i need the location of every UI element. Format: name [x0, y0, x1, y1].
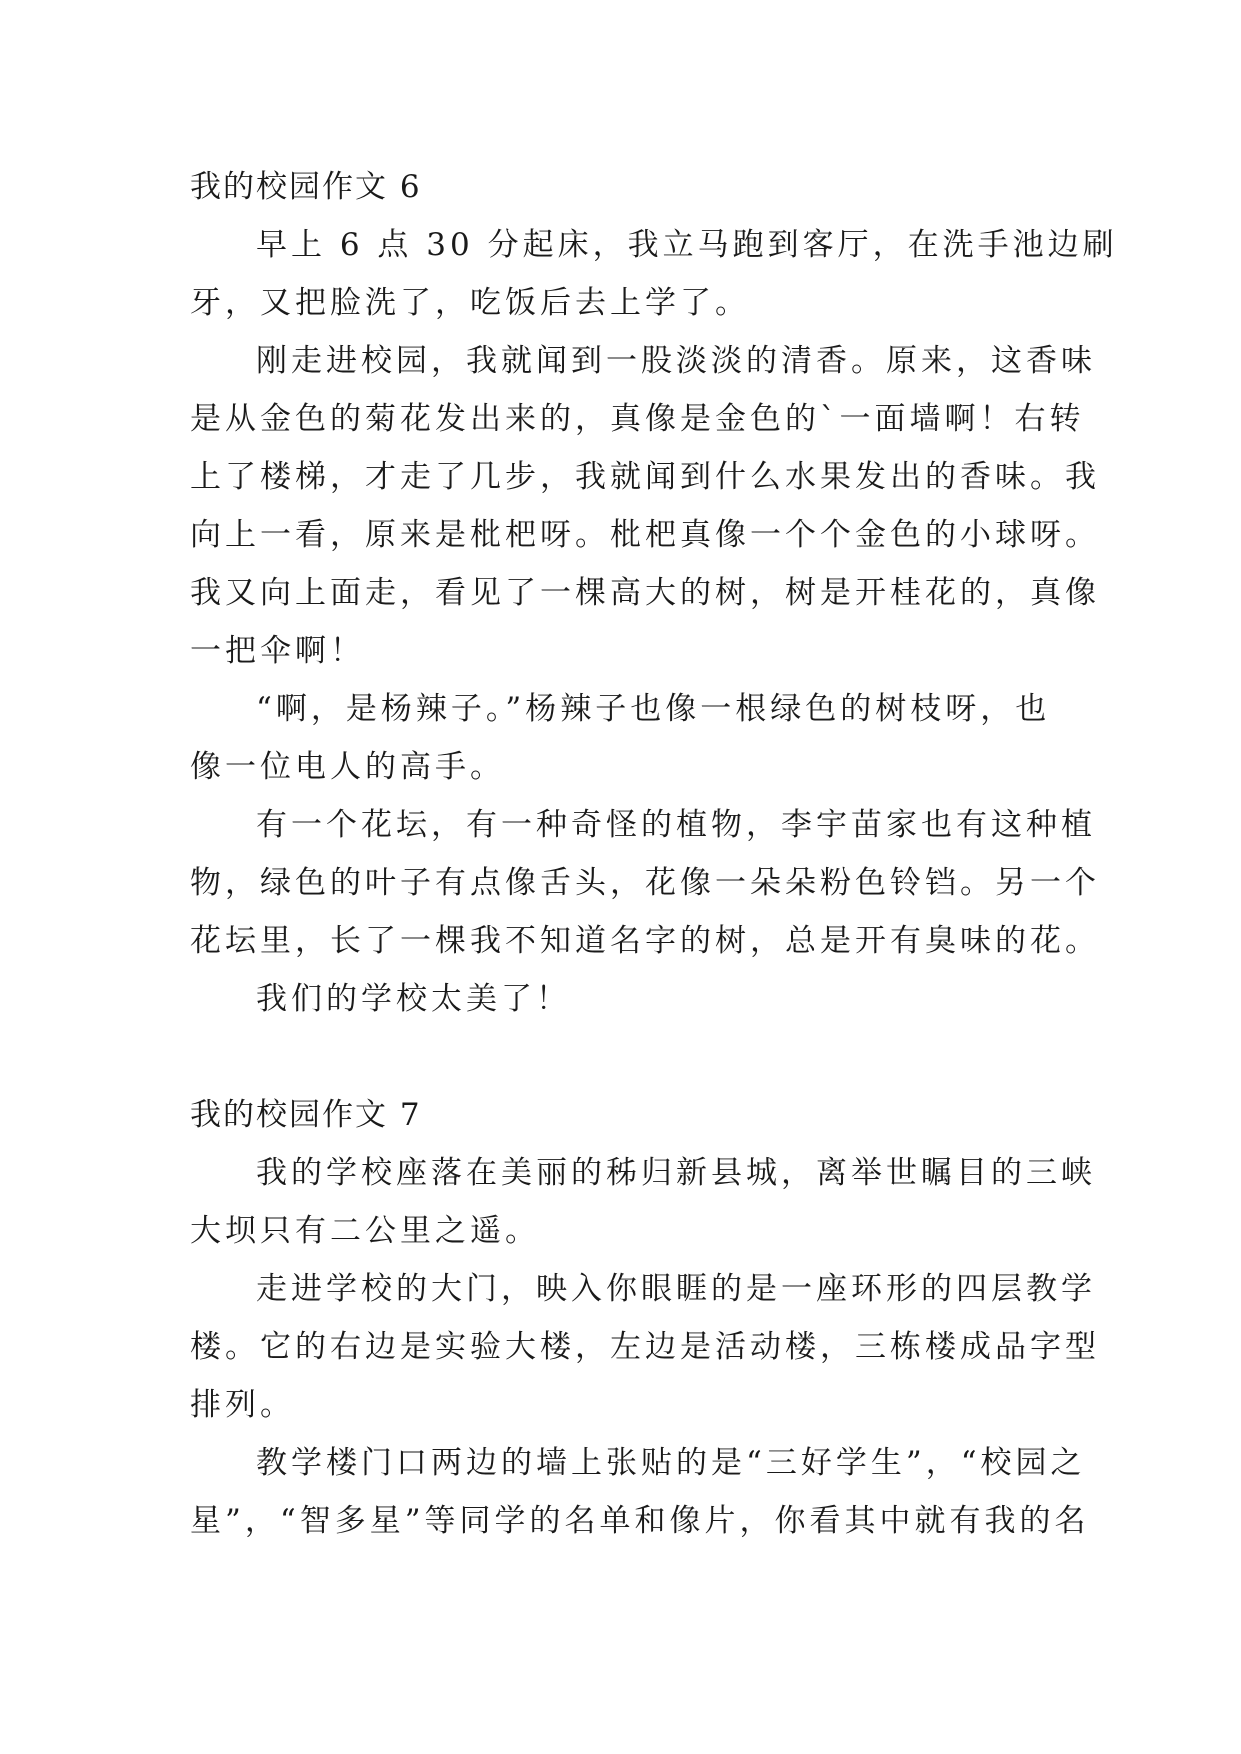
- essay-6-line: “啊，是杨辣子。”杨辣子也像一根绿色的树枝呀，也: [256, 691, 1051, 727]
- essay-6-line: 一把伞啊！: [190, 633, 365, 669]
- essay-7-line: 星”，“智多星”等同学的名单和像片，你看其中就有我的名: [190, 1503, 1090, 1539]
- essay-6-line: 刚走进校园，我就闻到一股淡淡的清香。原来，这香味: [256, 343, 1096, 379]
- essay-7-line: 排列。: [190, 1387, 295, 1423]
- essay-7-line: 教学楼门口两边的墙上张贴的是“三好学生”，“校园之: [256, 1445, 1086, 1481]
- essay-6-line: 我又向上面走，看见了一棵高大的树，树是开桂花的，真像: [190, 575, 1100, 611]
- essay-7-line: 楼。它的右边是实验大楼，左边是活动楼，三栋楼成品字型: [190, 1329, 1100, 1365]
- essay-6-line: 我们的学校太美了！: [256, 981, 571, 1017]
- section-spacer: [190, 1028, 1070, 1086]
- essay-6-line: 早上 6 点 30 分起床，我立马跑到客厅，在洗手池边刷: [256, 227, 1118, 263]
- document-body: [190, 158, 1118, 1550]
- essay-6-line: 有一个花坛，有一种奇怪的植物，李宇苗家也有这种植: [256, 807, 1096, 843]
- essay-6-line: 物，绿色的叶子有点像舌头，花像一朵朵粉色铃铛。另一个: [190, 865, 1100, 901]
- essay-6-line: 向上一看，原来是枇杷呀。枇杷真像一个个金色的小球呀。: [190, 517, 1100, 553]
- essay-6-line: 牙，又把脸洗了，吃饭后去上学了。: [190, 285, 750, 321]
- essay-7-line: 大坝只有二公里之遥。: [190, 1213, 540, 1249]
- essay-6-line: 是从金色的菊花发出来的，真像是金色的`一面墙啊！右转: [190, 401, 1085, 437]
- essay-6-line: 上了楼梯，才走了几步，我就闻到什么水果发出的香味。我: [190, 459, 1100, 495]
- essay-6-title: 我的校园作文 6: [190, 169, 422, 205]
- essay-6-line: 像一位电人的高手。: [190, 749, 505, 785]
- essay-7-line: 走进学校的大门，映入你眼睚的是一座环形的四层教学: [256, 1271, 1096, 1307]
- essay-6-line: 花坛里，长了一棵我不知道名字的树，总是开有臭味的花。: [190, 923, 1100, 959]
- essay-7-line: 我的学校座落在美丽的秭归新县城，离举世瞩目的三峡: [256, 1155, 1096, 1191]
- essay-7-title: 我的校园作文 7: [190, 1097, 422, 1133]
